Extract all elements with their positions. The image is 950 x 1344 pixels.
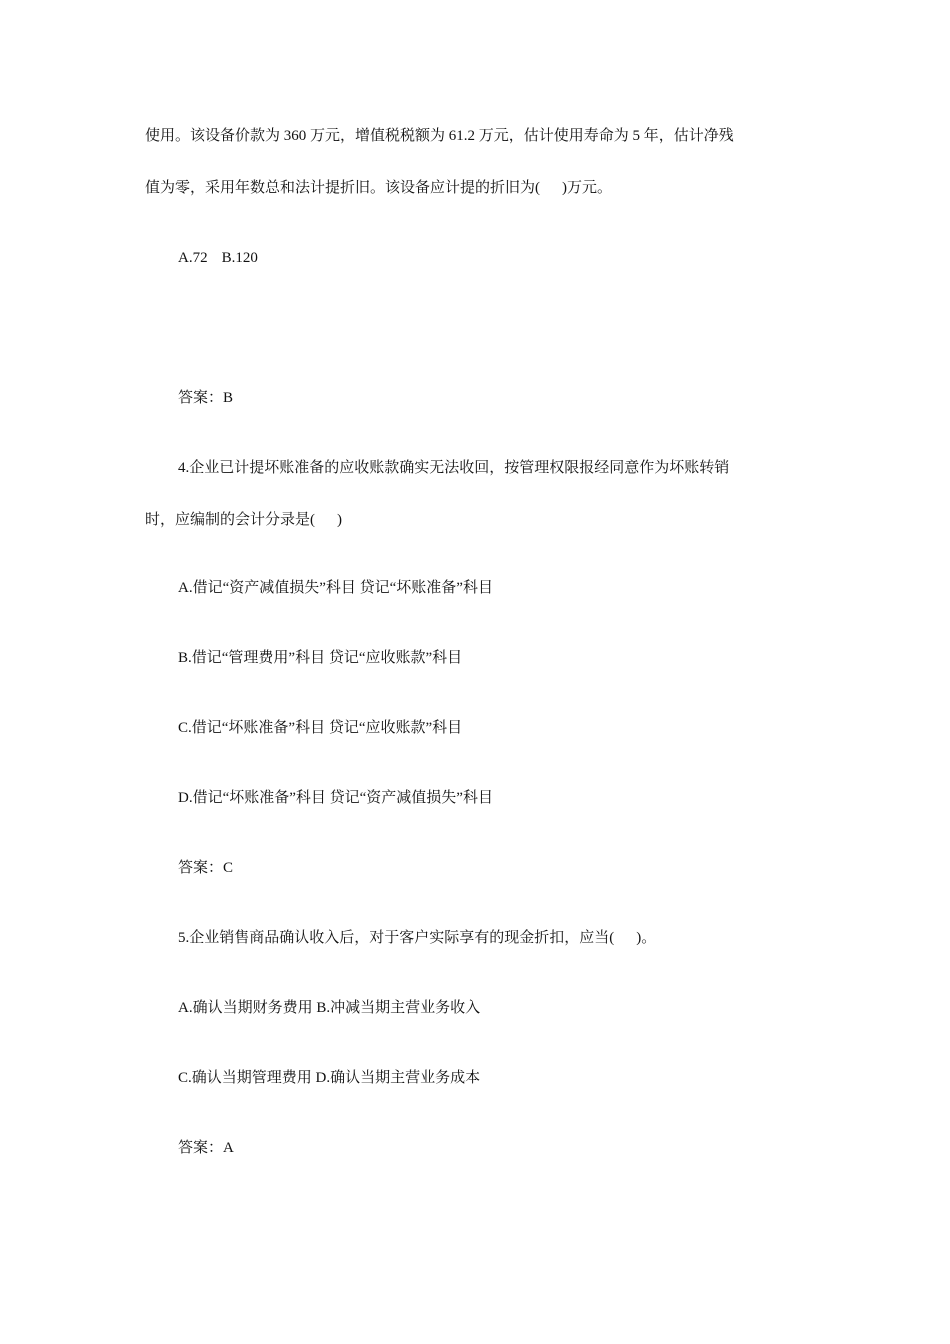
q3-stem-line-1: 使用。该设备价款为 360 万元，增值税税额为 61.2 万元，估计使用寿命为 5 年，估计净残 <box>145 128 734 144</box>
q4-option-b: B.借记“管理费用”科目 贷记“应收账款”科目 <box>178 650 463 666</box>
q5-stem-close: )。 <box>636 930 657 946</box>
q4-stem-close: ) <box>337 512 342 528</box>
q5-stem-text: 5.企业销售商品确认收入后，对于客户实际享有的现金折扣，应当( <box>178 930 615 946</box>
q4-stem-line-1: 4.企业已计提坏账准备的应收账款确实无法收回，按管理权限报经同意作为坏账转销 <box>178 460 730 476</box>
q4-option-a: A.借记“资产减值损失”科目 贷记“坏账准备”科目 <box>178 580 493 596</box>
q3-stem-unit: )万元。 <box>562 180 612 196</box>
q3-stem-text: 值为零，采用年数总和法计提折旧。该设备应计提的折旧为( <box>145 180 540 196</box>
q3-answer: 答案：B <box>178 390 234 406</box>
q4-stem-line-2 <box>145 510 342 530</box>
q3-option-b: B.120 <box>221 250 258 266</box>
q5-options-cd: C.确认当期管理费用 D.确认当期主营业务成本 <box>178 1070 481 1086</box>
q4-answer: 答案：C <box>178 860 234 876</box>
q5-options-ab: A.确认当期财务费用 B.冲减当期主营业务收入 <box>178 1000 481 1016</box>
q3-option-a: A.72 <box>178 250 208 266</box>
q5-answer: 答案：A <box>178 1140 234 1156</box>
q5-stem <box>178 928 656 948</box>
q3-stem-line-2 <box>145 178 612 198</box>
q4-stem-text: 时，应编制的会计分录是( <box>145 512 315 528</box>
q3-options <box>178 248 258 268</box>
q4-option-c: C.借记“坏账准备”科目 贷记“应收账款”科目 <box>178 720 463 736</box>
q4-option-d: D.借记“坏账准备”科目 贷记“资产减值损失”科目 <box>178 790 493 806</box>
